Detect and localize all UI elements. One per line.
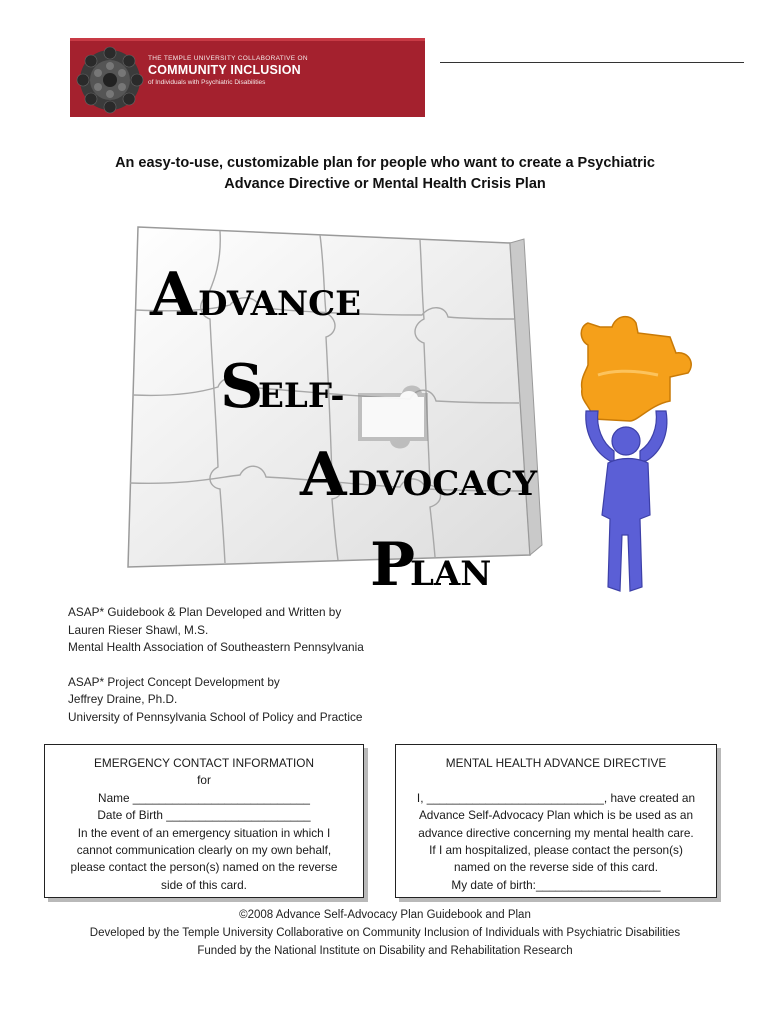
card-line: named on the reverse side of this card. — [454, 860, 658, 875]
credit-line: University of Pennsylvania School of Policy and Practice — [68, 709, 363, 724]
orange-puzzle-piece-icon — [581, 317, 691, 421]
title-rest-2: ELF- — [258, 376, 345, 416]
credit-line: ASAP* Guidebook & Plan Developed and Written by — [68, 605, 342, 619]
footer-developed-by: Developed by the Temple University Collaborative on Community Inclusion of Individuals with Psychiatric Disabilities — [89, 926, 681, 939]
subtitle-line-1: An easy-to-use, customizable plan for people who want to create a Psychiatric — [115, 155, 655, 171]
card-line: please contact the person(s) named on the reverse — [70, 860, 338, 875]
title-rest-3: DVOCACY — [348, 464, 538, 504]
card-line: Name ___________________________ — [98, 790, 310, 805]
advance-directive-card — [395, 744, 717, 898]
card-line — [396, 772, 716, 789]
card-line: Date of Birth ______________________ — [97, 808, 311, 823]
card-line: side of this card. — [161, 877, 247, 892]
title-cap-4: P — [370, 530, 416, 595]
credit-line: ASAP* Project Concept Development by — [68, 674, 280, 689]
card-line: My date of birth:___________________ — [451, 877, 661, 892]
card-line: Advance Self-Advocacy Plan which is be used as an — [418, 808, 694, 823]
logo-banner — [70, 38, 425, 117]
footer-copyright: ©2008 Advance Self-Advocacy Plan Guidebook and Plan — [239, 909, 531, 921]
card-line: In the event of an emergency situation in which I — [77, 825, 331, 840]
credit-line: Lauren Rieser Shawl, M.S. — [68, 622, 209, 637]
credits — [68, 604, 628, 726]
card-line: MENTAL HEALTH ADVANCE DIRECTIVE — [445, 756, 667, 770]
credits-concept — [68, 674, 628, 727]
card-line: I, ___________________________, have created an — [416, 790, 696, 805]
emergency-contact-card — [44, 744, 364, 898]
page-subtitle — [60, 153, 710, 195]
title-rest-4: LAN — [410, 554, 492, 594]
header-rule — [440, 62, 744, 63]
card-line: If I am hospitalized, please contact the person(s) — [429, 843, 683, 858]
gear-logo-icon — [72, 43, 148, 117]
title-cap-1: A — [150, 260, 197, 330]
title-cap-3: A — [300, 440, 347, 510]
title-cap-2: S — [220, 352, 264, 422]
puzzle-illustration — [110, 215, 720, 595]
card-line: cannot communication clearly on my own behalf, — [76, 843, 332, 858]
card-line: EMERGENCY CONTACT INFORMATION — [94, 756, 314, 770]
blue-figure-icon — [586, 411, 667, 591]
logo-line-3: of Individuals with Psychiatric Disabilities — [148, 79, 266, 86]
credits-guidebook — [68, 604, 628, 657]
logo-line-2: COMMUNITY INCLUSION — [148, 63, 301, 77]
credit-line: Mental Health Association of Southeastern Pennsylvania — [68, 640, 364, 654]
card-line: advance directive concerning my mental health care. — [418, 825, 694, 840]
subtitle-line-2: Advance Directive or Mental Health Crisis Plan — [224, 176, 546, 192]
footer — [40, 907, 730, 960]
footer-funded-by: Funded by the National Institute on Disability and Rehabilitation Research — [197, 944, 573, 957]
logo-line-1: THE TEMPLE UNIVERSITY COLLABORATIVE ON — [148, 55, 308, 62]
credit-line: Jeffrey Draine, Ph.D. — [68, 692, 178, 706]
title-rest-1: DVANCE — [198, 284, 362, 324]
card-line: for — [197, 773, 211, 788]
